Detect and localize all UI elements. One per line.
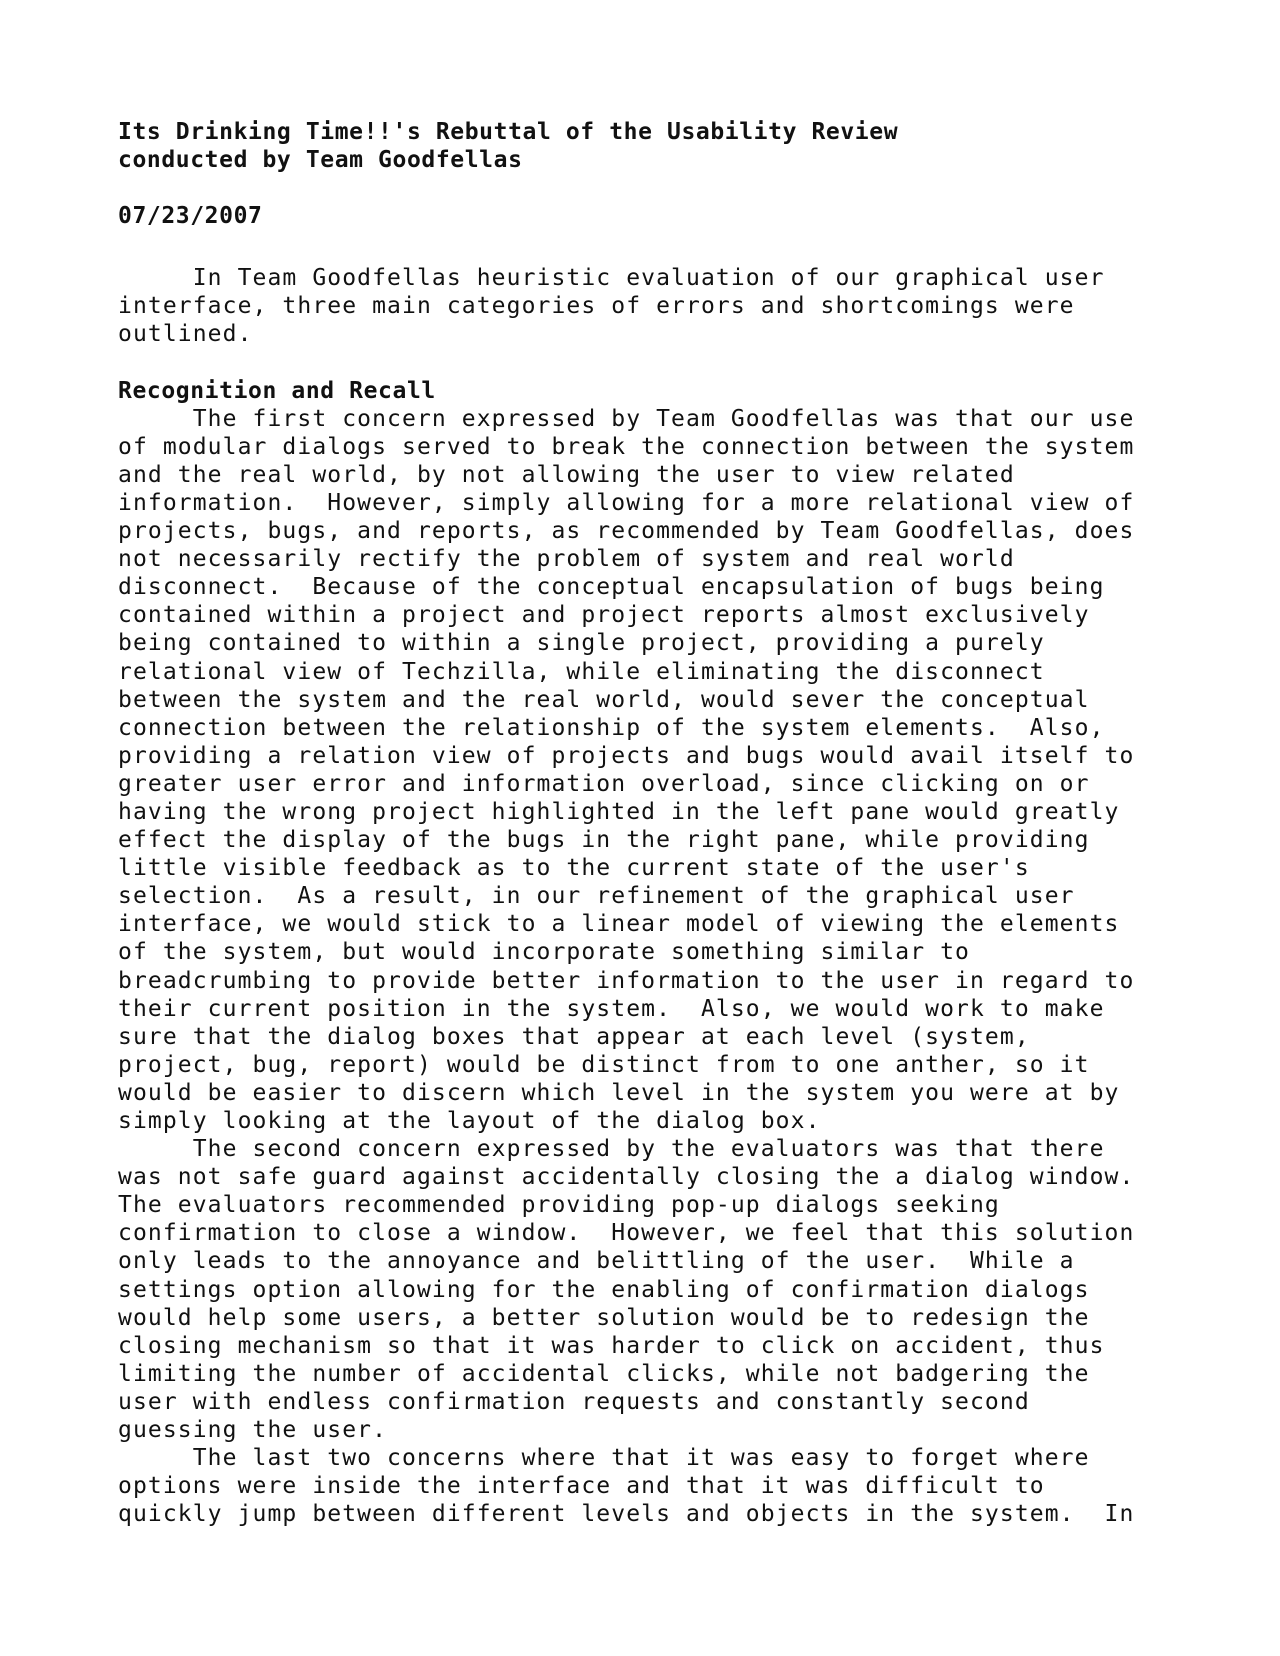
text-line: relational view of Techzilla, while eliminating the disconnect (118, 658, 1045, 685)
title-line: Its Drinking Time!!'s Rebuttal of the Usability Review (118, 119, 899, 145)
text-line: In Team Goodfellas heuristic evaluation of our graphical user (118, 265, 1105, 292)
text-line: user with endless confirmation requests and constantly second (118, 1388, 1030, 1415)
text-line: closing mechanism so that it was harder to click on accident, thus (118, 1332, 1105, 1359)
text-line: having the wrong project highlighted in the left pane would greatly (118, 798, 1120, 825)
text-line: effect the display of the bugs in the right pane, while providing (118, 827, 1090, 854)
text-line: connection between the relationship of the system elements. Also, (118, 714, 1105, 741)
text-line: disconnect. Because of the conceptual encapsulation of bugs being (118, 574, 1105, 601)
text-line: being contained to within a single project, providing a purely (118, 630, 1045, 657)
text-line: interface, three main categories of errors and shortcomings were (118, 293, 1075, 320)
text-line: and the real world, by not allowing the user to view related (118, 461, 1015, 488)
text-line: information. However, simply allowing for a more relational view of (118, 489, 1135, 516)
document-date: 07/23/2007 (118, 203, 263, 230)
document-page (118, 118, 1198, 1528)
text-line: quickly jump between different levels and objects in the system. In (118, 1501, 1135, 1528)
text-line: settings option allowing for the enabling of confirmation dialogs (118, 1276, 1090, 1303)
document-title (118, 118, 1198, 174)
section-heading: Recognition and Recall (118, 377, 436, 404)
text-line: contained within a project and project reports almost exclusively (118, 602, 1090, 629)
text-line: their current position in the system. Also, we would work to make (118, 995, 1105, 1022)
text-line: greater user error and information overload, since clicking on or (118, 770, 1090, 797)
text-line: of the system, but would incorporate something similar to (118, 939, 970, 966)
text-line: outlined. (118, 321, 253, 348)
text-line: interface, we would stick to a linear model of viewing the elements (118, 911, 1120, 938)
text-line: The evaluators recommended providing pop-up dialogs seeking (118, 1192, 1000, 1219)
section-body (118, 405, 1198, 1529)
text-line: was not safe guard against accidentally closing the a dialog window. (118, 1164, 1135, 1191)
text-line: little visible feedback as to the current state of the user's (118, 855, 1030, 882)
text-line: of modular dialogs served to break the connection between the system (118, 433, 1135, 460)
text-line: between the system and the real world, would sever the conceptual (118, 686, 1090, 713)
text-line: guessing the user. (118, 1417, 388, 1444)
text-line: selection. As a result, in our refinement of the graphical user (118, 883, 1075, 910)
text-line: project, bug, report) would be distinct from to one anther, so it (118, 1051, 1090, 1078)
text-line: only leads to the annoyance and belittling of the user. While a (118, 1248, 1075, 1275)
text-line: confirmation to close a window. However, we feel that this solution (118, 1220, 1135, 1247)
text-line: simply looking at the layout of the dialog box. (118, 1108, 821, 1134)
title-line: conducted by Team Goodfellas (118, 147, 523, 174)
intro-paragraph (118, 264, 1198, 348)
text-line: The last two concerns where that it was easy to forget where (118, 1445, 1090, 1472)
text-line: providing a relation view of projects and bugs would avail itself to (118, 742, 1135, 769)
text-line: sure that the dialog boxes that appear at each level (system, (118, 1023, 1030, 1050)
text-line: not necessarily rectify the problem of system and real world (118, 546, 1015, 573)
text-line: The first concern expressed by Team Goodfellas was that our use (118, 405, 1135, 432)
text-line: would be easier to discern which level in the system you were at by (118, 1079, 1120, 1106)
text-line: The second concern expressed by the evaluators was that there (118, 1136, 1105, 1163)
text-line: would help some users, a better solution would be to redesign the (118, 1304, 1090, 1331)
text-line: breadcrumbing to provide better information to the user in regard to (118, 967, 1135, 994)
text-line: limiting the number of accidental clicks, while not badgering the (118, 1360, 1090, 1387)
text-line: options were inside the interface and that it was difficult to (118, 1473, 1045, 1500)
text-line: projects, bugs, and reports, as recommended by Team Goodfellas, does (118, 518, 1135, 545)
